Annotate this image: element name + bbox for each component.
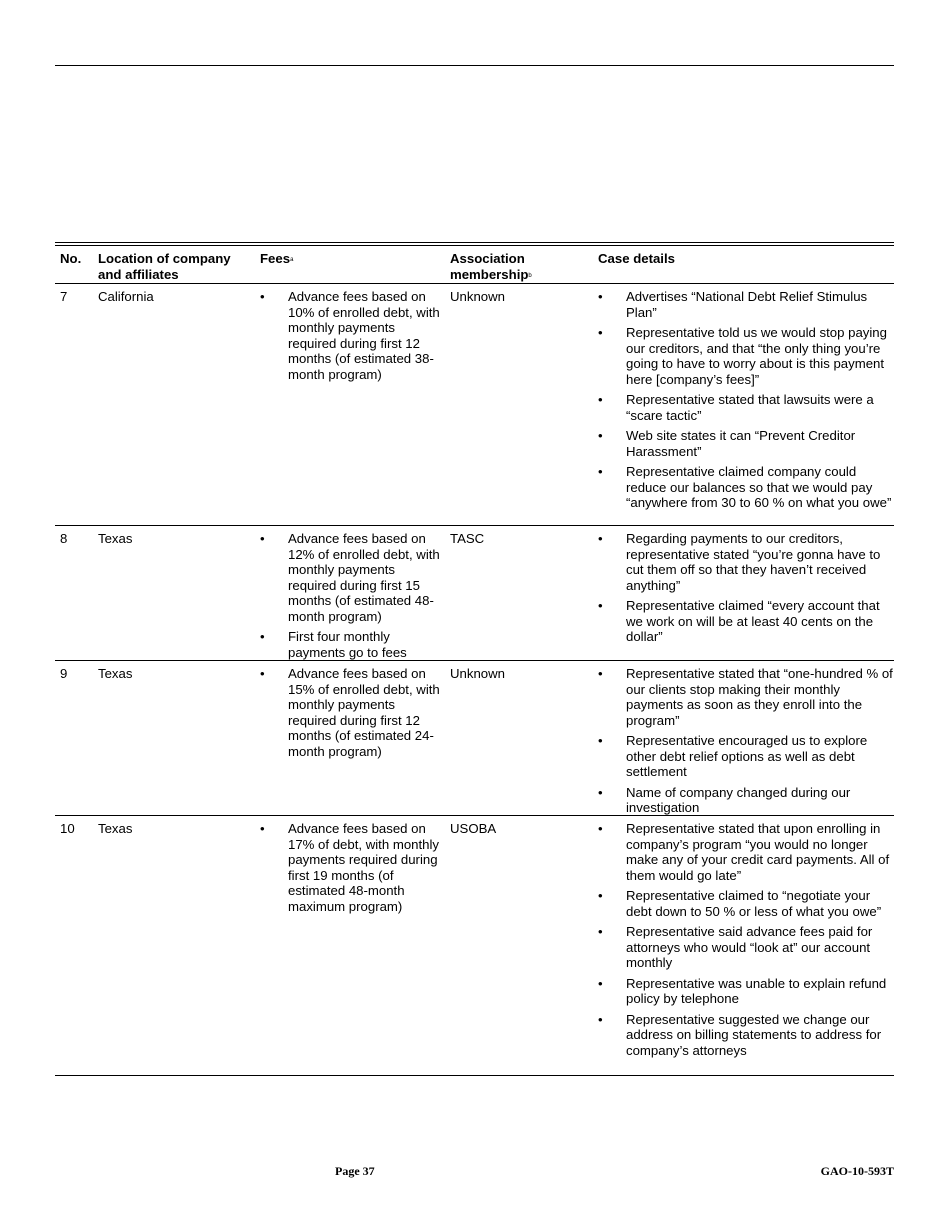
bullet-icon: • (598, 733, 603, 748)
header-association: Association membership$^b$ (450, 251, 532, 282)
list-item (260, 666, 440, 759)
list-item-text: Regarding payments to our creditors, representative stated “you’re gonna have to cut them off so that they haven’t received anything” (626, 531, 881, 593)
list-item-text: Representative stated that lawsuits were a “scare tactic” (626, 392, 874, 423)
bullet-icon: • (260, 666, 265, 681)
cell-case-details (598, 666, 894, 816)
list-item-text: Representative stated that upon enrolling in company’s program “you would no longer make any of your credit card payments. All of them would go late” (626, 821, 890, 883)
cell-fees (260, 531, 440, 660)
list-item (598, 666, 894, 728)
table-row (55, 661, 894, 816)
list-item (598, 289, 894, 320)
bullet-icon: • (598, 821, 603, 836)
cell-no: 9 (60, 666, 68, 681)
list-item (598, 325, 894, 387)
list-item-text: Representative stated that “one-hundred % of our clients stop making their monthly payments as soon as they enroll into the program” (626, 666, 893, 728)
list-item (260, 821, 440, 914)
list-item-text: Representative encouraged us to explore other debt relief options as well as debt settlement (626, 733, 868, 779)
list-item (598, 785, 894, 816)
list-item (598, 464, 894, 511)
cell-no: 7 (60, 289, 68, 304)
list-item (598, 976, 894, 1007)
header-case-details: Case details (598, 251, 675, 266)
bullet-icon: • (598, 325, 603, 340)
bullet-icon: • (598, 531, 603, 546)
list-item-text: Web site states it can “Prevent Creditor Harassment” (626, 428, 856, 459)
bullet-icon: • (598, 924, 603, 939)
cell-case-details (598, 289, 894, 511)
cell-no: 8 (60, 531, 68, 546)
cell-fees (260, 289, 440, 382)
table-row (55, 526, 894, 661)
bullet-icon: • (598, 392, 603, 407)
list-item-text: Representative told us we would stop paying our creditors, and that “the only thing you’re going to have to worry about is this payment here [company’s fees]” (626, 325, 887, 387)
cell-fees (260, 821, 440, 914)
list-item-text: Advance fees based on 10% of enrolled debt, with monthly payments required during first 12 months (of estimated 38-month program) (288, 289, 440, 382)
header-no: No. (60, 251, 82, 266)
list-item (598, 598, 894, 645)
table-row (55, 816, 894, 1076)
list-item-text: Representative said advance fees paid for attorneys who would “look at” our account monthly (626, 924, 873, 970)
case-table (55, 242, 894, 1076)
bullet-icon: • (598, 975, 603, 991)
cell-no: 10 (60, 821, 75, 836)
list-item (598, 1012, 894, 1059)
cell-case-details (598, 821, 894, 1058)
list-item-text: Representative claimed “every account that we work on will be at least 40 cents on the dollar” (626, 598, 880, 644)
list-item-text: Name of company changed during our investigation (626, 784, 851, 815)
list-item (260, 289, 440, 382)
list-item (598, 888, 894, 919)
header-location: Location of company and affiliates (98, 251, 231, 282)
list-item-text: First four monthly payments go to fees (288, 629, 407, 660)
list-item-text: Advertises “National Debt Relief Stimulus Plan” (626, 289, 868, 320)
cell-location: California (98, 289, 154, 304)
table-header-row (55, 246, 894, 284)
list-item (598, 531, 894, 593)
list-item-text: Representative claimed to “negotiate your debt down to 50 % or less of what you owe” (626, 888, 882, 919)
cell-association: USOBA (450, 821, 497, 836)
list-item (598, 821, 894, 883)
bullet-icon: • (598, 289, 603, 304)
bullet-icon: • (598, 888, 603, 903)
report-id: GAO-10-593T (820, 1164, 894, 1178)
list-item-text: Representative claimed company could reduce our balances so that we would pay “anywhere from 30 to 60 % on what you owe” (626, 464, 892, 510)
table-body (55, 284, 894, 1076)
list-item (598, 924, 894, 971)
association-footnote-marker: b (528, 272, 532, 279)
cell-association: TASC (450, 531, 485, 546)
bullet-icon: • (598, 598, 603, 613)
list-item-text: Representative was unable to explain refund policy by telephone (626, 975, 887, 1006)
header-fees: Fees$^a$ (260, 251, 294, 266)
list-item-text: Advance fees based on 12% of enrolled debt, with monthly payments required during first 15 months (of estimated 48-month program) (288, 531, 440, 624)
header-rule (55, 65, 894, 66)
list-item-text: Representative suggested we change our address on billing statements to address for company’s attorneys (626, 1011, 882, 1058)
cell-association: Unknown (450, 666, 505, 681)
bullet-icon: • (260, 821, 265, 836)
cell-location: Texas (98, 531, 133, 546)
bullet-icon: • (260, 531, 265, 546)
bullet-icon: • (598, 666, 603, 681)
cell-case-details (598, 531, 894, 645)
cell-location: Texas (98, 666, 133, 681)
cell-fees (260, 666, 440, 759)
bullet-icon: • (598, 464, 603, 479)
bullet-icon: • (260, 289, 265, 304)
bullet-icon: • (260, 629, 265, 644)
bullet-icon: • (598, 1011, 603, 1027)
list-item-text: Advance fees based on 17% of debt, with monthly payments required during first 19 months (of estimated 48-month maximum program) (288, 821, 440, 914)
fees-footnote-marker: a (290, 257, 294, 263)
list-item (260, 531, 440, 624)
list-item-text: Advance fees based on 15% of enrolled debt, with monthly payments required during first 12 months (of estimated 24-month program) (288, 666, 440, 759)
list-item (598, 733, 894, 780)
table-row (55, 284, 894, 526)
bullet-icon: • (598, 784, 603, 800)
cell-location: Texas (98, 821, 133, 836)
bullet-icon: • (598, 428, 603, 443)
page-number: Page 37 (335, 1164, 375, 1178)
list-item (260, 629, 440, 660)
cell-association: Unknown (450, 289, 505, 304)
list-item (598, 392, 894, 423)
list-item (598, 428, 894, 459)
